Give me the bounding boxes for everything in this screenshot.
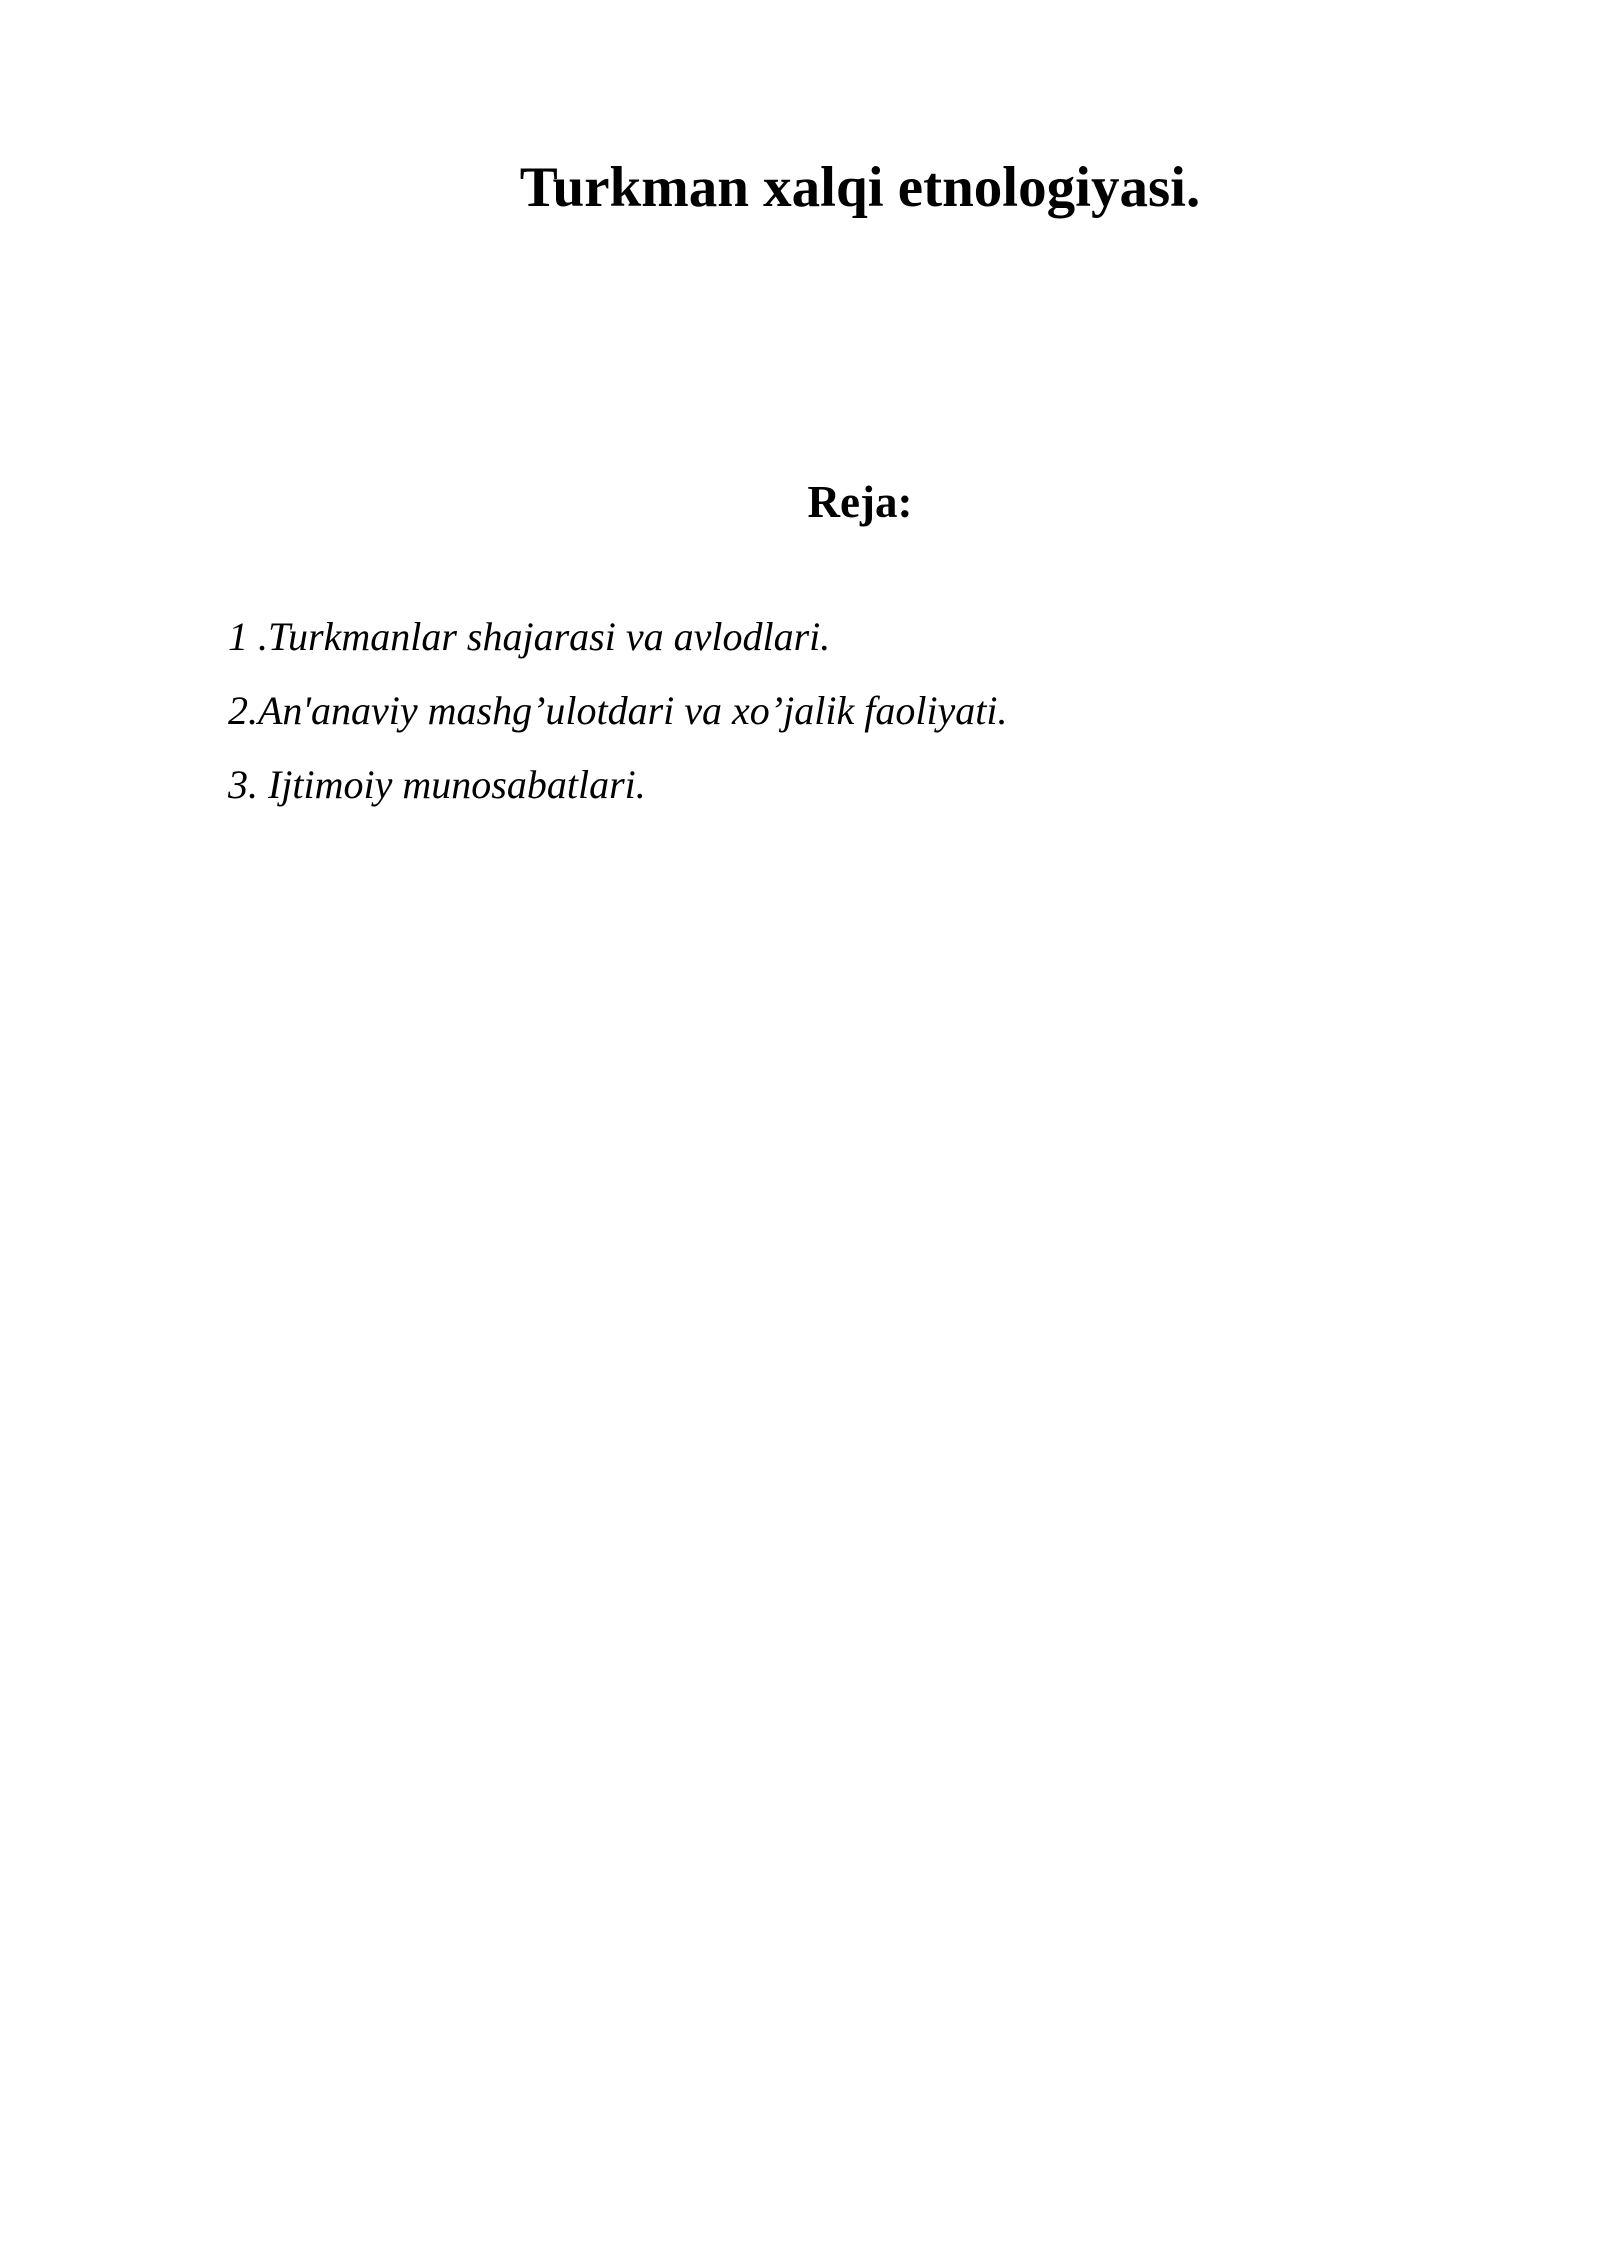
plan-list [228, 600, 1008, 822]
plan-item-1: 1 .Turkmanlar shajarasi va avlodlari. [228, 614, 831, 659]
plan-item-2: 2.An'anaviy mashg’ulotdari va xo’jalik faoliyati. [228, 688, 1008, 733]
document-title: Turkman xalqi etnologiyasi. [519, 156, 1201, 219]
plan-heading: Reja: [807, 477, 913, 527]
plan-item-3: 3. Ijtimoiy munosabatlari. [228, 762, 646, 807]
